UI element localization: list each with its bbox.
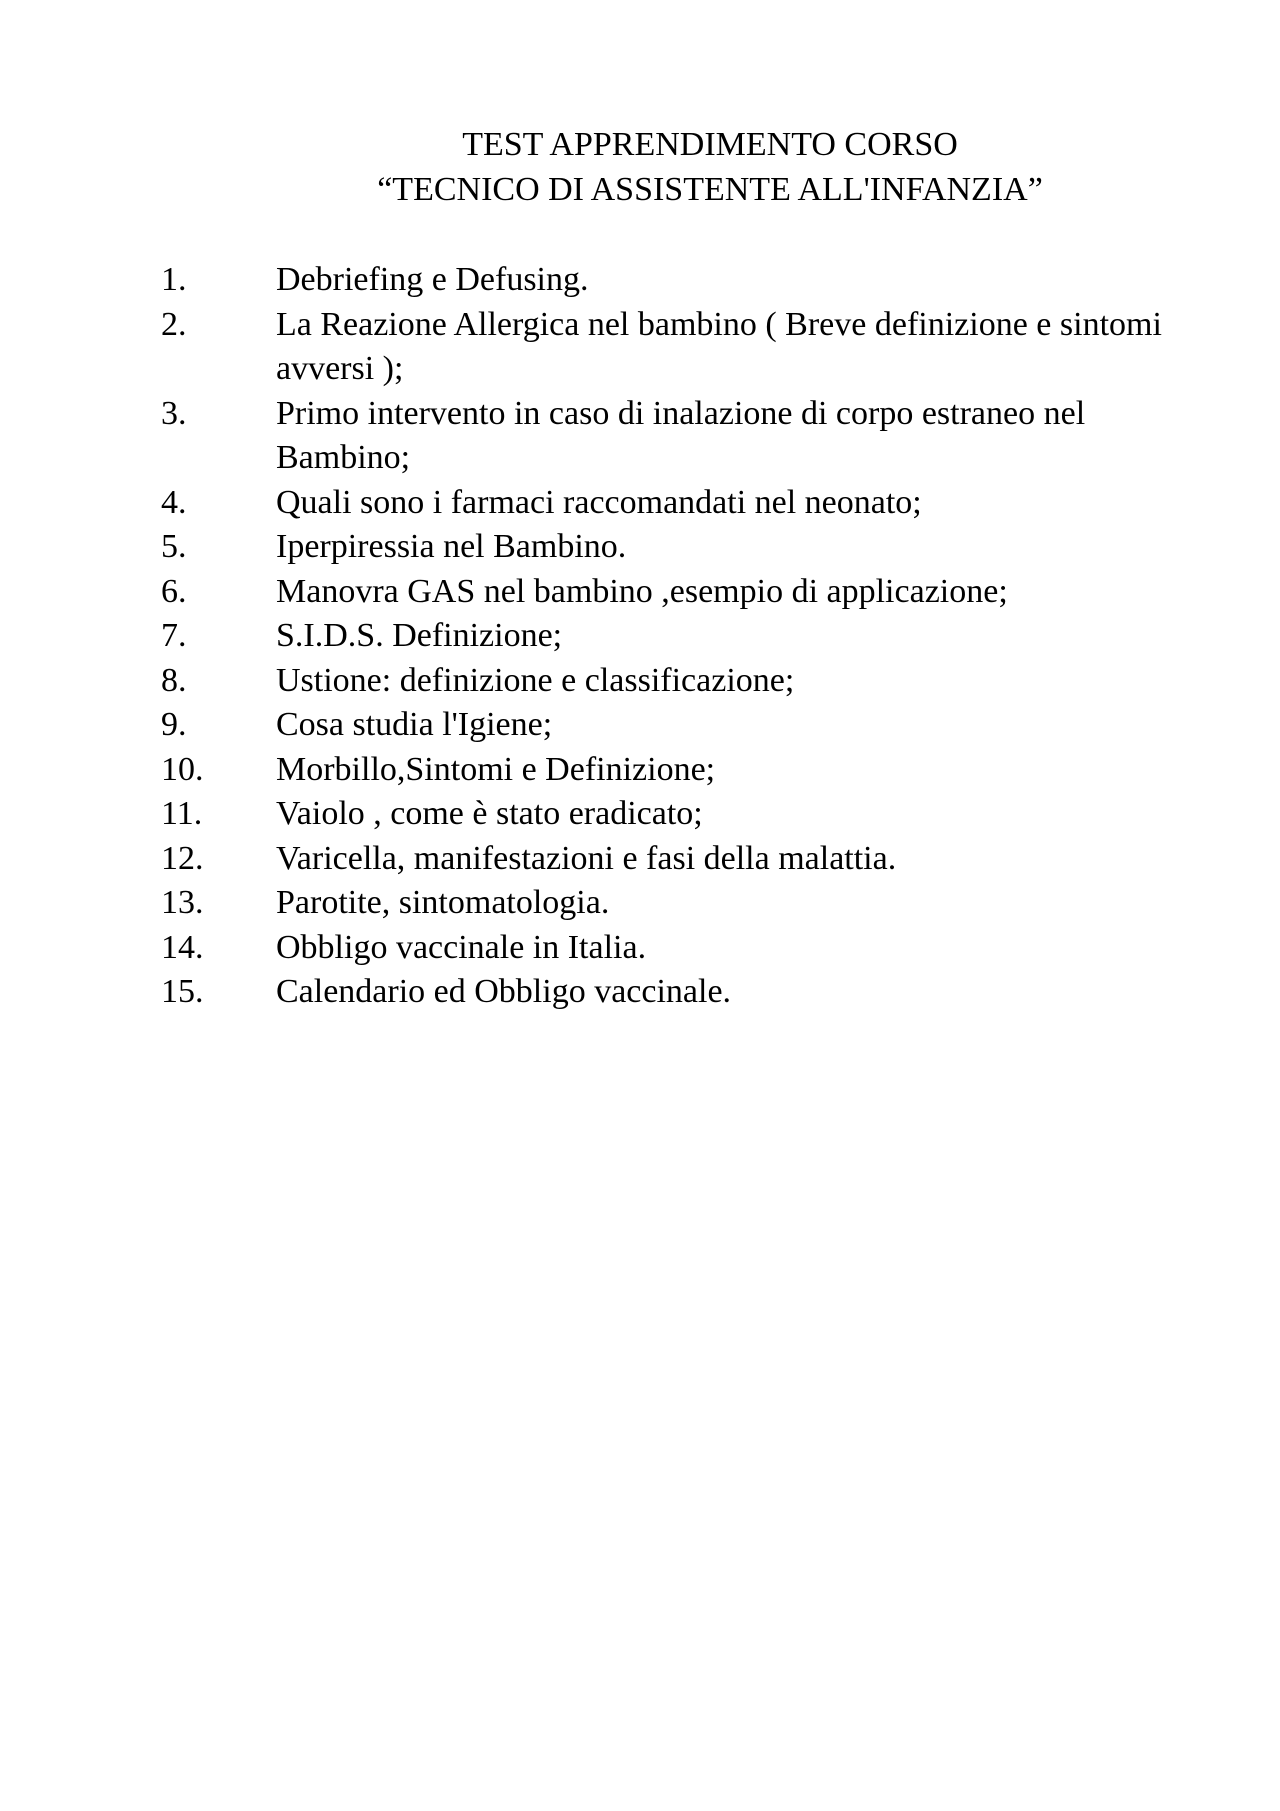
list-item bbox=[161, 481, 1171, 526]
list-item bbox=[161, 703, 1171, 748]
list-item bbox=[161, 792, 1171, 837]
question-text: Varicella, manifestazioni e fasi della malattia. bbox=[276, 839, 897, 877]
list-item bbox=[161, 570, 1171, 615]
list-item bbox=[161, 926, 1171, 971]
question-number: 12. bbox=[161, 839, 204, 877]
question-text: Cosa studia l'Igiene; bbox=[276, 706, 553, 743]
question-list bbox=[161, 258, 1171, 1015]
question-text: La Reazione Allergica nel bambino ( Breve definizione e sintomi avversi ); bbox=[276, 305, 1162, 387]
document-title bbox=[300, 122, 1120, 212]
question-text: Quali sono i farmaci raccomandati nel neonato; bbox=[276, 483, 922, 521]
list-item bbox=[161, 525, 1171, 570]
question-text: Morbillo,Sintomi e Definizione; bbox=[276, 750, 716, 788]
question-text: Ustione: definizione e classificazione; bbox=[276, 661, 795, 699]
list-item bbox=[161, 837, 1171, 882]
question-number: 6. bbox=[161, 572, 187, 610]
question-text: Primo intervento in caso di inalazione di corpo estraneo nel Bambino; bbox=[276, 394, 1086, 476]
list-item bbox=[161, 614, 1171, 659]
question-text: Parotite, sintomatologia. bbox=[276, 884, 610, 921]
question-text: Calendario ed Obbligo vaccinale. bbox=[276, 973, 732, 1010]
question-text: Vaiolo , come è stato eradicato; bbox=[276, 795, 703, 832]
question-number: 3. bbox=[161, 394, 187, 432]
question-number: 8. bbox=[161, 661, 187, 699]
list-item bbox=[161, 881, 1171, 926]
list-item bbox=[161, 258, 1171, 303]
title-line-2: “TECNICO DI ASSISTENTE ALL'INFANZIA” bbox=[377, 171, 1043, 208]
question-text: Iperpiressia nel Bambino. bbox=[276, 528, 627, 565]
question-number: 7. bbox=[161, 617, 187, 654]
list-item bbox=[161, 303, 1171, 392]
list-item bbox=[161, 970, 1171, 1015]
question-number: 4. bbox=[161, 483, 187, 521]
question-number: 2. bbox=[161, 305, 187, 343]
title-line-1: TEST APPRENDIMENTO CORSO bbox=[462, 126, 958, 163]
list-item bbox=[161, 748, 1171, 793]
question-number: 15. bbox=[161, 973, 204, 1010]
question-number: 14. bbox=[161, 928, 204, 966]
question-text: Debriefing e Defusing. bbox=[276, 261, 589, 298]
question-number: 5. bbox=[161, 528, 187, 565]
list-item bbox=[161, 659, 1171, 704]
question-number: 13. bbox=[161, 884, 204, 921]
question-number: 10. bbox=[161, 750, 204, 788]
question-number: 1. bbox=[161, 261, 187, 298]
question-text: S.I.D.S. Definizione; bbox=[276, 617, 563, 654]
list-item bbox=[161, 392, 1171, 481]
question-number: 11. bbox=[161, 795, 203, 832]
question-text: Manovra GAS nel bambino ,esempio di applicazione; bbox=[276, 572, 1008, 610]
question-number: 9. bbox=[161, 706, 187, 743]
question-text: Obbligo vaccinale in Italia. bbox=[276, 928, 647, 966]
